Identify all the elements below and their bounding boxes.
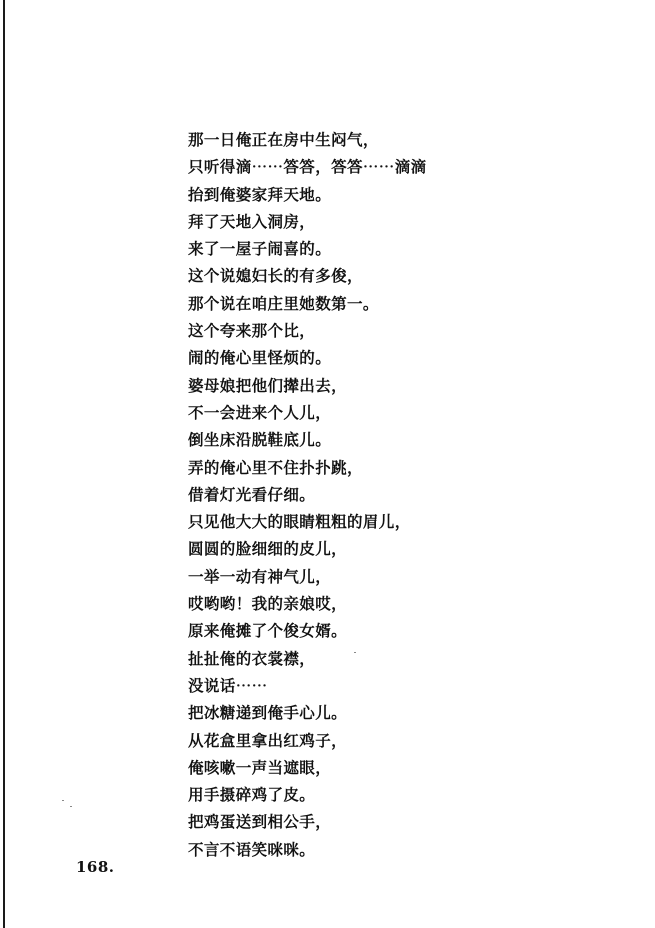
poem-line: 这个说媳妇长的有多俊，	[188, 266, 363, 286]
poem-line: 闹的俺心里怪烦的。	[188, 348, 332, 368]
poem-line: 来了一屋子闹喜的。	[188, 239, 332, 259]
poem-line: 那个说在咱庄里她数第一。	[188, 293, 379, 313]
poem-line: 原来俺摊了个俊女婿。	[188, 621, 348, 641]
page-left-edge	[3, 0, 5, 928]
poem-line: 从花盒里拿出红鸡子，	[188, 730, 348, 750]
poem-line: 借着灯光看仔细。	[188, 484, 316, 504]
scan-speck	[70, 806, 72, 807]
poem-line: 倒坐床沿脱鞋底儿。	[188, 430, 332, 450]
poem-line: 弄的俺心里不住扑扑跳，	[188, 457, 363, 477]
poem-line: 不一会进来个人儿，	[188, 402, 332, 422]
poem-line: 把鸡蛋送到相公手，	[188, 812, 332, 832]
poem-line: 用手摄碎鸡了皮。	[188, 785, 316, 805]
scan-speck	[354, 652, 356, 653]
poem-line: 只见他大大的眼睛粗粗的眉儿，	[188, 512, 411, 532]
poem-line: 俺咳嗽一声当遮眼，	[188, 757, 332, 777]
page-number: 168.	[76, 858, 115, 876]
poem-line: 那一日俺正在房中生闷气，	[188, 130, 379, 149]
poem-block	[188, 126, 427, 863]
poem-line: 没说话⋯⋯	[188, 675, 268, 695]
poem-line: 哎哟哟！我的亲娘哎，	[188, 594, 348, 614]
poem-line: 圆圆的脸细细的皮儿，	[188, 539, 348, 559]
scan-speck	[62, 800, 64, 801]
poem-line: 这个夸来那个比，	[188, 321, 316, 341]
poem-line: 只听得滴⋯⋯答答，答答⋯⋯滴滴	[188, 157, 427, 177]
poem-line: 把冰糖递到俺手心儿。	[188, 703, 348, 723]
poem-line: 婆母娘把他们撵出去，	[188, 375, 348, 395]
poem-line: 不言不语笑咪咪。	[188, 839, 316, 859]
poem-line: 抬到俺婆家拜天地。	[188, 184, 332, 204]
poem-line: 拜了天地入洞房，	[188, 211, 316, 231]
poem-line: 扯扯俺的衣裳襟，	[188, 648, 316, 668]
poem-line: 一举一动有神气儿，	[188, 566, 332, 586]
